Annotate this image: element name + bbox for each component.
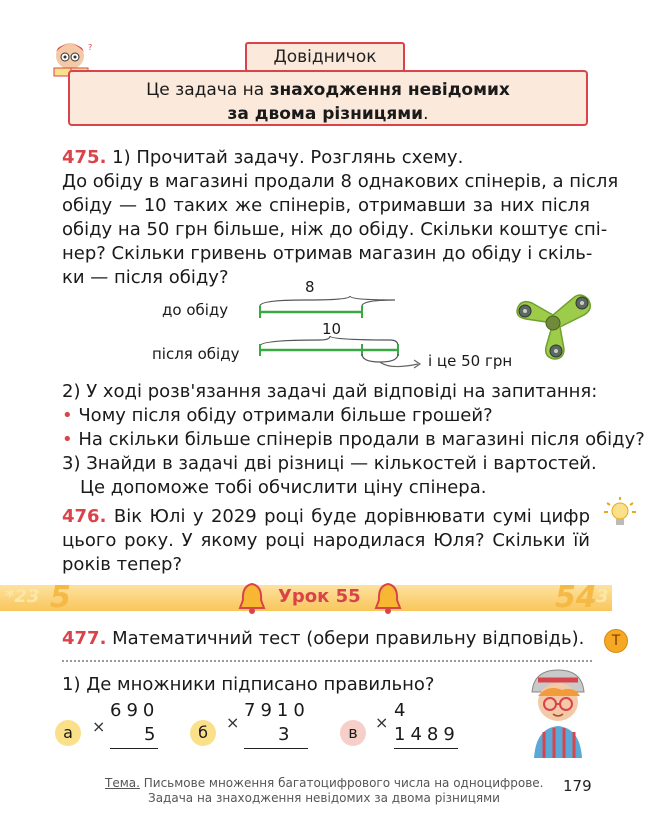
task-475-q3-line-2: Це допоможе тобі обчислити ціну спінера. (80, 477, 487, 498)
decor-number: *23 (5, 586, 40, 607)
task-475-line: обіду — 10 таких же спінерів, отримавши за них після (62, 195, 590, 216)
brace-before (260, 296, 395, 306)
lightbulb-icon (602, 495, 638, 531)
decor-number: 3 (596, 586, 609, 607)
fidget-spinner-icon (508, 285, 598, 365)
task-number: 477. (62, 628, 107, 649)
test-badge: Т (604, 629, 628, 653)
option-c-badge[interactable]: в (340, 720, 366, 746)
reference-text: . (423, 104, 429, 124)
svg-text:?: ? (88, 43, 93, 52)
task-475-heading (62, 146, 463, 170)
diagram-value-before: 8 (305, 278, 315, 296)
task-476-line-3: років тепер? (62, 554, 183, 575)
option-a-badge[interactable]: а (55, 720, 81, 746)
decor-number: 54 (555, 580, 597, 615)
page-number: 179 (563, 777, 592, 795)
reference-line-2 (68, 104, 588, 124)
task-475-line: обіду на 50 грн більше, ніж до обіду. Скільки коштує спі- (62, 219, 608, 240)
task-477-heading (62, 627, 584, 651)
reference-title: Довідничок (245, 42, 405, 72)
option-b-rule (244, 748, 308, 749)
task-475-line: ки — після обіду? (62, 267, 229, 288)
diagram-label-before: до обіду (162, 301, 229, 319)
option-b-bottom: 3 (278, 724, 295, 745)
segment-diagram (250, 290, 430, 370)
brace-after (260, 336, 398, 346)
task-475-line: До обіду в магазині продали 8 однакових спінерів, а після (62, 171, 619, 192)
footer-line-2: Задача на знаходження невідомих за двома різницями (148, 791, 500, 805)
bullet-text: На скільки більше спінерів продали в магазині після обіду? (72, 429, 645, 450)
task-intro: 1) Прочитай задачу. Розглянь схему. (106, 147, 464, 168)
bell-icon (372, 580, 404, 616)
multiply-sign: × (226, 713, 240, 732)
footer-theme-label: Тема. (105, 776, 140, 790)
boy-character-icon (518, 666, 598, 758)
option-c-bottom: 1489 (394, 724, 460, 745)
task-475-bullet-1 (62, 404, 493, 428)
task-475-bullet-2 (62, 428, 645, 452)
diagram-label-after: після обіду (152, 345, 240, 363)
task-text: Вік Юлі у 2029 році буде дорівнювати сумі цифр (106, 506, 590, 527)
task-475-line: нер? Скільки гривень отримав магазин до обіду і скіль- (62, 243, 593, 264)
bullet-icon: • (62, 429, 73, 450)
option-b-badge[interactable]: б (190, 720, 216, 746)
lesson-title: Урок 55 (278, 586, 361, 607)
arrow-line (380, 362, 418, 367)
diagram-value-after: 10 (322, 320, 342, 338)
option-a-rule (110, 748, 158, 749)
option-c-rule (394, 748, 458, 749)
option-a-top: 690 (110, 700, 160, 721)
option-b-top: 7910 (244, 700, 310, 721)
task-number: 476. (62, 506, 107, 527)
dotted-divider (62, 660, 592, 662)
bullet-icon: • (62, 405, 73, 426)
diagram-diff-note: і це 50 грн (428, 352, 513, 370)
decor-number: 5 (50, 580, 71, 615)
reference-text: Це задача на (146, 80, 270, 100)
footer-text: Письмове множення багатоцифрового числа на одноцифрове. (139, 776, 544, 790)
reference-bold-text: знаходження невідомих (269, 80, 510, 100)
task-475-q3-line-1: 3) Знайди в задачі дві різниці — кількостей і вартостей. (62, 453, 597, 474)
multiply-sign: × (92, 717, 106, 736)
task-text: Математичний тест (обери правильну відповідь). (106, 628, 585, 649)
bell-icon (236, 580, 268, 616)
brace-difference (362, 354, 398, 362)
option-c-top: 4 (394, 700, 411, 721)
task-476-line-2: цього року. У якому році народилася Юля? Скільки їй (62, 530, 590, 551)
option-a-bottom: 5 (144, 724, 161, 745)
task-number: 475. (62, 147, 107, 168)
multiply-sign: × (375, 713, 389, 732)
reference-line-1 (68, 80, 588, 100)
task-476-line-1 (62, 505, 590, 529)
task-475-q2: 2) У ході розв'язання задачі дай відповіді на запитання: (62, 381, 598, 402)
footer-line-1 (105, 776, 544, 790)
bullet-text: Чому після обіду отримали більше грошей? (72, 405, 493, 426)
reference-bold-text: за двома різницями (227, 104, 424, 124)
task-477-question: 1) Де множники підписано правильно? (62, 674, 435, 695)
